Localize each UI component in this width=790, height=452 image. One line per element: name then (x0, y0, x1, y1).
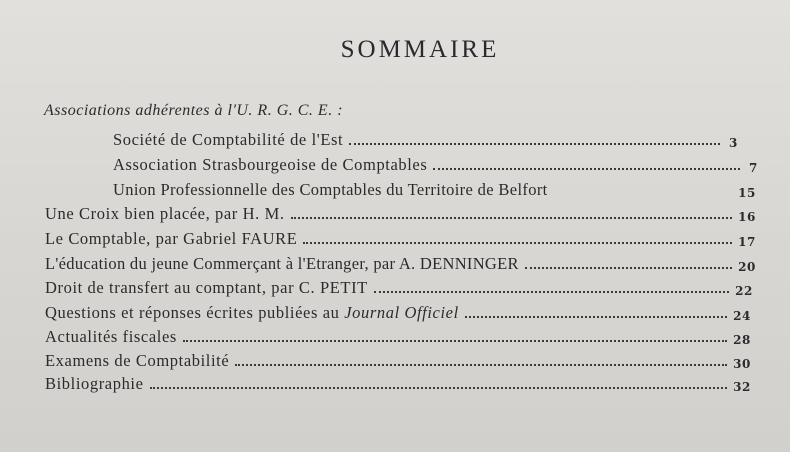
dot-leader (349, 143, 720, 145)
toc-entry (45, 323, 751, 347)
dot-leader (235, 364, 727, 366)
dot-leader (150, 387, 728, 389)
toc-entry (45, 274, 753, 298)
toc-entry-label: Actualités fiscales (45, 327, 177, 346)
toc-entry-label: Une Croix bien placée, par H. M. (45, 204, 285, 223)
toc-entry-label: L'éducation du jeune Commerçant à l'Etranger, par A. DENNINGER (45, 254, 519, 273)
toc-page-number: 17 (738, 235, 756, 249)
dot-leader (374, 291, 729, 293)
page-title: SOMMAIRE (340, 36, 500, 63)
dot-leader (525, 267, 732, 269)
toc-page-number: 16 (738, 210, 756, 224)
dot-leader (433, 168, 740, 170)
toc-page-number: 30 (733, 357, 751, 371)
toc-sub-entry (113, 126, 738, 150)
toc-entry-label-text: Questions et réponses écrites publiées au (45, 303, 345, 322)
toc-entry (45, 200, 756, 224)
toc-entry (45, 370, 751, 394)
journal-title: Journal Officiel (344, 303, 459, 322)
dot-leader (291, 217, 733, 219)
section-heading: Associations adhérentes à l'U. R. G. C. E. : (44, 102, 344, 119)
toc-entry-label: Société de Comptabilité de l'Est (113, 130, 344, 149)
toc-page-number: 7 (749, 161, 758, 175)
toc-entry (45, 299, 751, 323)
toc-page-number: 20 (738, 260, 756, 274)
toc-entry-label: Le Comptable, par Gabriel FAURE (45, 229, 298, 248)
toc-entry-label: Union Professionnelle des Comptables du Territoire de Belfort (113, 180, 548, 199)
toc-entry-label: Examens de Comptabilité (45, 351, 230, 370)
toc-entry-label: Droit de transfert au comptant, par C. PETIT (45, 278, 368, 297)
toc-sub-entry (113, 151, 758, 175)
dot-leader (465, 316, 727, 318)
dot-leader (303, 242, 732, 244)
toc-page-number: 22 (735, 284, 753, 298)
toc-page-number: 3 (729, 136, 738, 150)
toc-entry-label (45, 303, 459, 323)
toc-entry (45, 250, 756, 274)
toc-entry-label: Bibliographie (45, 374, 144, 393)
toc-page-number: 28 (733, 333, 751, 347)
dot-leader (183, 340, 727, 342)
toc-page-number: 24 (733, 309, 751, 323)
toc-sub-entry (113, 176, 756, 200)
toc-entry (45, 347, 751, 371)
toc-entry-label: Association Strasbourgeoise de Comptables (113, 155, 428, 174)
toc-entry (45, 225, 756, 249)
toc-page-number: 15 (738, 186, 756, 200)
toc-page-number: 32 (733, 380, 751, 394)
